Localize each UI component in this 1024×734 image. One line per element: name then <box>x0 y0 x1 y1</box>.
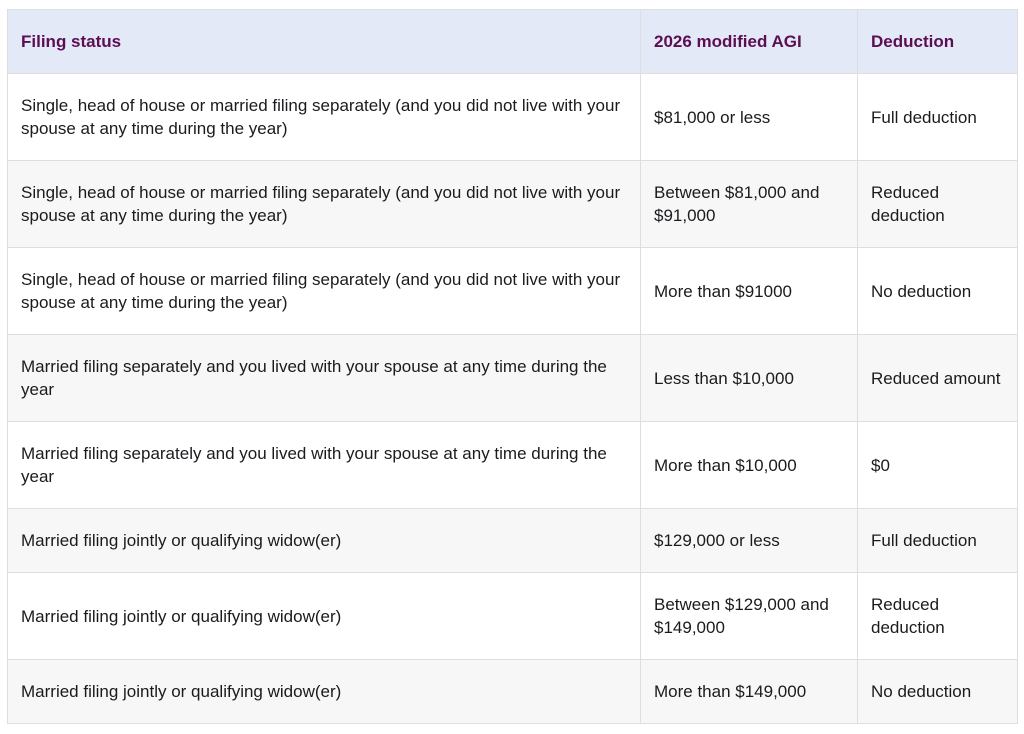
table-row <box>8 161 1018 248</box>
header-filing-status: Filing status <box>8 10 641 74</box>
cell-modified-agi: Between $81,000 and $91,000 <box>641 161 858 248</box>
cell-deduction: Reduced amount <box>858 335 1018 422</box>
cell-modified-agi: Between $129,000 and $149,000 <box>641 573 858 660</box>
table-row <box>8 74 1018 161</box>
cell-deduction: Full deduction <box>858 509 1018 573</box>
cell-filing-status: Single, head of house or married filing separately (and you did not live with your spouse at any time during the year) <box>8 74 641 161</box>
table-row <box>8 248 1018 335</box>
cell-modified-agi: $81,000 or less <box>641 74 858 161</box>
cell-deduction: Reduced deduction <box>858 161 1018 248</box>
cell-modified-agi: $129,000 or less <box>641 509 858 573</box>
cell-filing-status: Single, head of house or married filing separately (and you did not live with your spouse at any time during the year) <box>8 161 641 248</box>
table-header <box>8 10 1018 74</box>
cell-modified-agi: Less than $10,000 <box>641 335 858 422</box>
table-row <box>8 660 1018 724</box>
cell-filing-status: Married filing separately and you lived with your spouse at any time during the year <box>8 335 641 422</box>
cell-filing-status: Single, head of house or married filing separately (and you did not live with your spouse at any time during the year) <box>8 248 641 335</box>
ira-deduction-table-container <box>7 9 1017 724</box>
cell-modified-agi: More than $91000 <box>641 248 858 335</box>
table-row <box>8 509 1018 573</box>
cell-deduction: No deduction <box>858 248 1018 335</box>
cell-deduction: No deduction <box>858 660 1018 724</box>
cell-modified-agi: More than $10,000 <box>641 422 858 509</box>
cell-filing-status: Married filing separately and you lived with your spouse at any time during the year <box>8 422 641 509</box>
cell-filing-status: Married filing jointly or qualifying widow(er) <box>8 509 641 573</box>
cell-filing-status: Married filing jointly or qualifying widow(er) <box>8 573 641 660</box>
table-body <box>8 74 1018 724</box>
cell-deduction: Reduced deduction <box>858 573 1018 660</box>
cell-modified-agi: More than $149,000 <box>641 660 858 724</box>
header-deduction: Deduction <box>858 10 1018 74</box>
table-row <box>8 422 1018 509</box>
cell-filing-status: Married filing jointly or qualifying widow(er) <box>8 660 641 724</box>
cell-deduction: $0 <box>858 422 1018 509</box>
ira-deduction-table <box>7 9 1018 724</box>
header-row <box>8 10 1018 74</box>
table-row <box>8 335 1018 422</box>
cell-deduction: Full deduction <box>858 74 1018 161</box>
table-row <box>8 573 1018 660</box>
header-modified-agi: 2026 modified AGI <box>641 10 858 74</box>
